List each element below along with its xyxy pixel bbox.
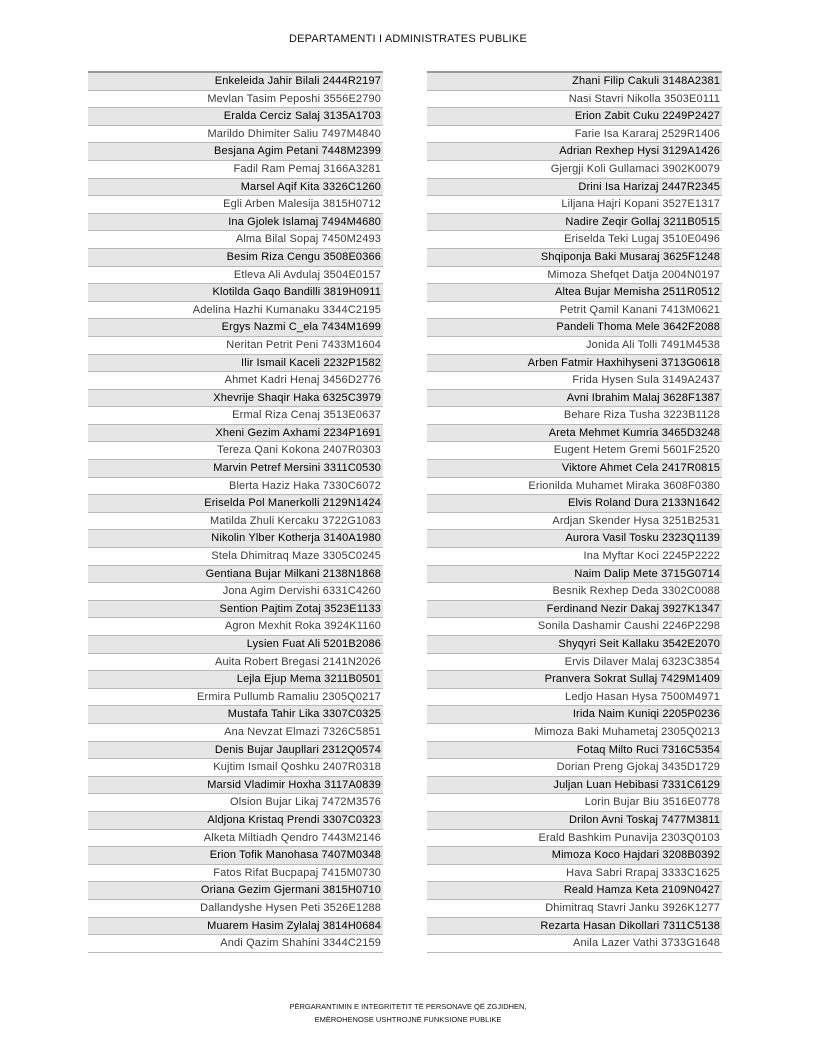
list-item: Ahmet Kadri Henaj 3456D2776 [88, 372, 383, 390]
list-item: Ervis Dilaver Malaj 6323C3854 [427, 654, 722, 672]
list-item: Enkeleida Jahir Bilali 2444R2197 [88, 73, 383, 91]
list-item: Marvin Petref Mersini 3311C0530 [88, 460, 383, 478]
list-item: Marildo Dhimiter Saliu 7497M4840 [88, 126, 383, 144]
list-item: Nasi Stavri Nikolla 3503E0111 [427, 91, 722, 109]
list-item: Fatos Rifat Bucpapaj 7415M0730 [88, 865, 383, 883]
list-item: Mustafa Tahir Lika 3307C0325 [88, 706, 383, 724]
list-item: Alma Bilal Sopaj 7450M2493 [88, 231, 383, 249]
list-item: Ina Gjolek Islamaj 7494M4680 [88, 214, 383, 232]
list-item: Arben Fatmir Haxhihyseni 3713G0618 [427, 355, 722, 373]
list-item: Besjana Agim Petani 7448M2399 [88, 143, 383, 161]
left-name-list [88, 71, 383, 953]
list-item: Dhimitraq Stavri Janku 3926K1277 [427, 900, 722, 918]
list-item: Areta Mehmet Kumria 3465D3248 [427, 425, 722, 443]
list-item: Anila Lazer Vathi 3733G1648 [427, 935, 722, 953]
right-name-list [427, 71, 722, 953]
list-item: Lejla Ejup Mema 3211B0501 [88, 671, 383, 689]
list-item: Pranvera Sokrat Sullaj 7429M1409 [427, 671, 722, 689]
list-item: Behare Riza Tusha 3223B1128 [427, 407, 722, 425]
list-item: Ergys Nazmi C_ela 7434M1699 [88, 319, 383, 337]
list-item: Lorin Bujar Biu 3516E0778 [427, 794, 722, 812]
list-item: Sention Pajtim Zotaj 3523E1133 [88, 601, 383, 619]
list-item: Aldjona Kristaq Prendi 3307C0323 [88, 812, 383, 830]
list-item: Nikolin Ylber Kotherja 3140A1980 [88, 530, 383, 548]
list-item: Juljan Luan Hebibasi 7331C6129 [427, 777, 722, 795]
list-item: Adelina Hazhi Kumanaku 3344C2195 [88, 302, 383, 320]
list-item: Oriana Gezim Gjermani 3815H0710 [88, 882, 383, 900]
list-item: Mimoza Shefqet Datja 2004N0197 [427, 267, 722, 285]
list-item: Farie Isa Kararaj 2529R1406 [427, 126, 722, 144]
list-item: Drini Isa Harizaj 2447R2345 [427, 179, 722, 197]
list-item: Eriselda Teki Lugaj 3510E0496 [427, 231, 722, 249]
list-item: Reald Hamza Keta 2109N0427 [427, 882, 722, 900]
list-item: Matilda Zhuli Kercaku 3722G1083 [88, 513, 383, 531]
list-item: Andi Qazim Shahini 3344C2159 [88, 935, 383, 953]
list-item: Neritan Petrit Peni 7433M1604 [88, 337, 383, 355]
list-item: Egli Arben Malesija 3815H0712 [88, 196, 383, 214]
list-item: Drilon Avni Toskaj 7477M3811 [427, 812, 722, 830]
footer-line-2: EMËROHENOSE USHTROJNË FUNKSIONE PUBLIKE [314, 1015, 502, 1024]
list-item: Eugent Hetem Gremi 5601F2520 [427, 442, 722, 460]
list-item: Ina Myftar Koci 2245P2222 [427, 548, 722, 566]
list-item: Rezarta Hasan Dikollari 7311C5138 [427, 918, 722, 936]
list-item: Dallandyshe Hysen Peti 3526E1288 [88, 900, 383, 918]
list-item: Besim Riza Cengu 3508E0366 [88, 249, 383, 267]
list-item: Klotilda Gaqo Bandilli 3819H0911 [88, 284, 383, 302]
list-item: Jonida Ali Tolli 7491M4538 [427, 337, 722, 355]
list-item: Erionilda Muhamet Miraka 3608F0380 [427, 478, 722, 496]
list-item: Irida Naim Kuniqi 2205P0236 [427, 706, 722, 724]
list-item: Fotaq Milto Ruci 7316C5354 [427, 742, 722, 760]
list-item: Blerta Haziz Haka 7330C6072 [88, 478, 383, 496]
list-item: Etleva Ali Avdulaj 3504E0157 [88, 267, 383, 285]
list-item: Erald Bashkim Punavija 2303Q0103 [427, 830, 722, 848]
list-item: Xhevrije Shaqir Haka 6325C3979 [88, 390, 383, 408]
list-item: Gjergji Koli Gullamaci 3902K0079 [427, 161, 722, 179]
list-item: Ilir Ismail Kaceli 2232P1582 [88, 355, 383, 373]
list-item: Marsel Aqif Kita 3326C1260 [88, 179, 383, 197]
page-title: DEPARTAMENTI I ADMINISTRATES PUBLIKE [288, 33, 528, 45]
list-item: Ardjan Skender Hysa 3251B2531 [427, 513, 722, 531]
list-item: Pandeli Thoma Mele 3642F2088 [427, 319, 722, 337]
list-item: Adrian Rexhep Hysi 3129A1426 [427, 143, 722, 161]
list-item: Avni Ibrahim Malaj 3628F1387 [427, 390, 722, 408]
list-item: Ermira Pullumb Ramaliu 2305Q0217 [88, 689, 383, 707]
list-item: Denis Bujar Jaupllari 2312Q0574 [88, 742, 383, 760]
list-item: Jona Agim Dervishi 6331C4260 [88, 583, 383, 601]
list-item: Muarem Hasim Zylalaj 3814H0684 [88, 918, 383, 936]
list-item: Gentiana Bujar Milkani 2138N1868 [88, 566, 383, 584]
list-item: Auita Robert Bregasi 2141N2026 [88, 654, 383, 672]
list-item: Ana Nevzat Elmazi 7326C5851 [88, 724, 383, 742]
list-item: Agron Mexhit Roka 3924K1160 [88, 618, 383, 636]
list-item: Ledjo Hasan Hysa 7500M4971 [427, 689, 722, 707]
list-item: Frida Hysen Sula 3149A2437 [427, 372, 722, 390]
list-item: Marsid Vladimir Hoxha 3117A0839 [88, 777, 383, 795]
list-item: Lysien Fuat Ali 5201B2086 [88, 636, 383, 654]
list-item: Petrit Qamil Kanani 7413M0621 [427, 302, 722, 320]
list-item: Mimoza Baki Muhametaj 2305Q0213 [427, 724, 722, 742]
list-item: Zhani Filip Cakuli 3148A2381 [427, 73, 722, 91]
list-item: Mimoza Koco Hajdari 3208B0392 [427, 847, 722, 865]
list-item: Dorian Preng Gjokaj 3435D1729 [427, 759, 722, 777]
footer-line-1: PËRGARANTIMIN E INTEGRITETIT TË PERSONAVE QË ZGJIDHEN, [289, 1002, 527, 1011]
list-item: Eralda Cerciz Salaj 3135A1703 [88, 108, 383, 126]
list-item: Besnik Rexhep Deda 3302C0088 [427, 583, 722, 601]
list-item: Liljana Hajri Kopani 3527E1317 [427, 196, 722, 214]
list-item: Sonila Dashamir Caushi 2246P2298 [427, 618, 722, 636]
page-footer [0, 1000, 816, 1026]
list-item: Mevlan Tasim Peposhi 3556E2790 [88, 91, 383, 109]
list-item: Alketa Miltiadh Qendro 7443M2146 [88, 830, 383, 848]
list-item: Ferdinand Nezir Dakaj 3927K1347 [427, 601, 722, 619]
list-item: Altea Bujar Memisha 2511R0512 [427, 284, 722, 302]
list-item: Erion Tofik Manohasa 7407M0348 [88, 847, 383, 865]
list-item: Shqiponja Baki Musaraj 3625F1248 [427, 249, 722, 267]
list-item: Viktore Ahmet Cela 2417R0815 [427, 460, 722, 478]
list-item: Kujtim Ismail Qoshku 2407R0318 [88, 759, 383, 777]
list-item: Xheni Gezim Axhami 2234P1691 [88, 425, 383, 443]
list-item: Ermal Riza Cenaj 3513E0637 [88, 407, 383, 425]
list-item: Shyqyri Seit Kallaku 3542E2070 [427, 636, 722, 654]
list-item: Naim Dalip Mete 3715G0714 [427, 566, 722, 584]
list-item: Hava Sabri Rrapaj 3333C1625 [427, 865, 722, 883]
list-item: Fadil Ram Pemaj 3166A3281 [88, 161, 383, 179]
list-item: Olsion Bujar Likaj 7472M3576 [88, 794, 383, 812]
list-item: Elvis Roland Dura 2133N1642 [427, 495, 722, 513]
list-item: Nadire Zeqir Gollaj 3211B0515 [427, 214, 722, 232]
list-item: Stela Dhimitraq Maze 3305C0245 [88, 548, 383, 566]
list-item: Aurora Vasil Tosku 2323Q1139 [427, 530, 722, 548]
list-item: Eriselda Pol Manerkolli 2129N1424 [88, 495, 383, 513]
list-item: Erion Zabit Cuku 2249P2427 [427, 108, 722, 126]
list-item: Tereza Qani Kokona 2407R0303 [88, 442, 383, 460]
